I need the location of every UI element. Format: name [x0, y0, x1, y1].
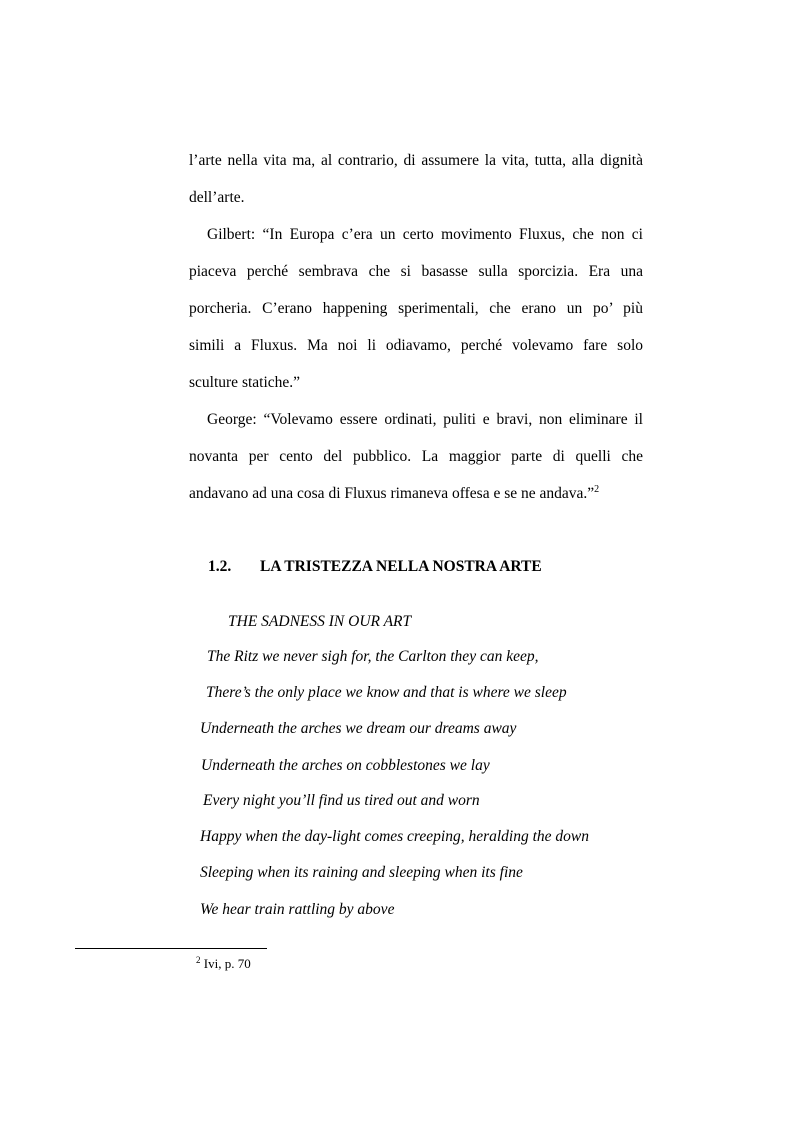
paragraph-line: simili a Fluxus. Ma noi li odiavamo, perché volevamo fare solo	[189, 337, 643, 354]
paragraph-line: George: “Volevamo essere ordinati, puliti e bravi, non eliminare il	[207, 411, 643, 428]
footnote	[196, 956, 251, 972]
footnote-text: Ivi, p. 70	[200, 956, 251, 971]
verse-line: There’s the only place we know and that is where we sleep	[206, 684, 567, 701]
paragraph-line: piaceva perché sembrava che si basasse sulla sporcizia. Era una	[189, 263, 643, 280]
section-number: 1.2.	[208, 558, 232, 575]
paragraph-line-with-footnote	[189, 485, 599, 503]
verse-line: Underneath the arches we dream our dreams away	[200, 720, 517, 737]
verse-line: Happy when the day-light comes creeping, heralding the down	[200, 828, 589, 845]
footnote-separator	[75, 948, 267, 949]
paragraph-text: andavano ad una cosa di Fluxus rimaneva offesa e se ne andava.”	[189, 485, 595, 502]
paragraph-line: porcheria. C’erano happening sperimentali, che erano un po’ più	[189, 300, 643, 317]
verse-line: Underneath the arches on cobblestones we lay	[201, 757, 490, 774]
paragraph-line: sculture statiche.”	[189, 374, 301, 391]
footnote-reference: 2	[594, 484, 600, 495]
section-title: LA TRISTEZZA NELLA NOSTRA ARTE	[260, 558, 542, 575]
verse-line: Every night you’ll find us tired out and worn	[203, 792, 480, 809]
verse-title: THE SADNESS IN OUR ART	[228, 613, 412, 630]
verse-line: We hear train rattling by above	[200, 901, 395, 918]
section-heading	[208, 558, 542, 576]
paragraph-line: Gilbert: “In Europa c’era un certo movimento Fluxus, che non ci	[207, 226, 643, 243]
paragraph-line: l’arte nella vita ma, al contrario, di assumere la vita, tutta, alla dignità	[189, 152, 643, 169]
paragraph-line: novanta per cento del pubblico. La maggior parte di quelli che	[189, 448, 643, 465]
paragraph-line: dell’arte.	[189, 189, 245, 206]
verse-line: The Ritz we never sigh for, the Carlton they can keep,	[207, 648, 539, 665]
footnote-marker: 2	[196, 955, 201, 965]
verse-line: Sleeping when its raining and sleeping when its fine	[200, 864, 523, 881]
